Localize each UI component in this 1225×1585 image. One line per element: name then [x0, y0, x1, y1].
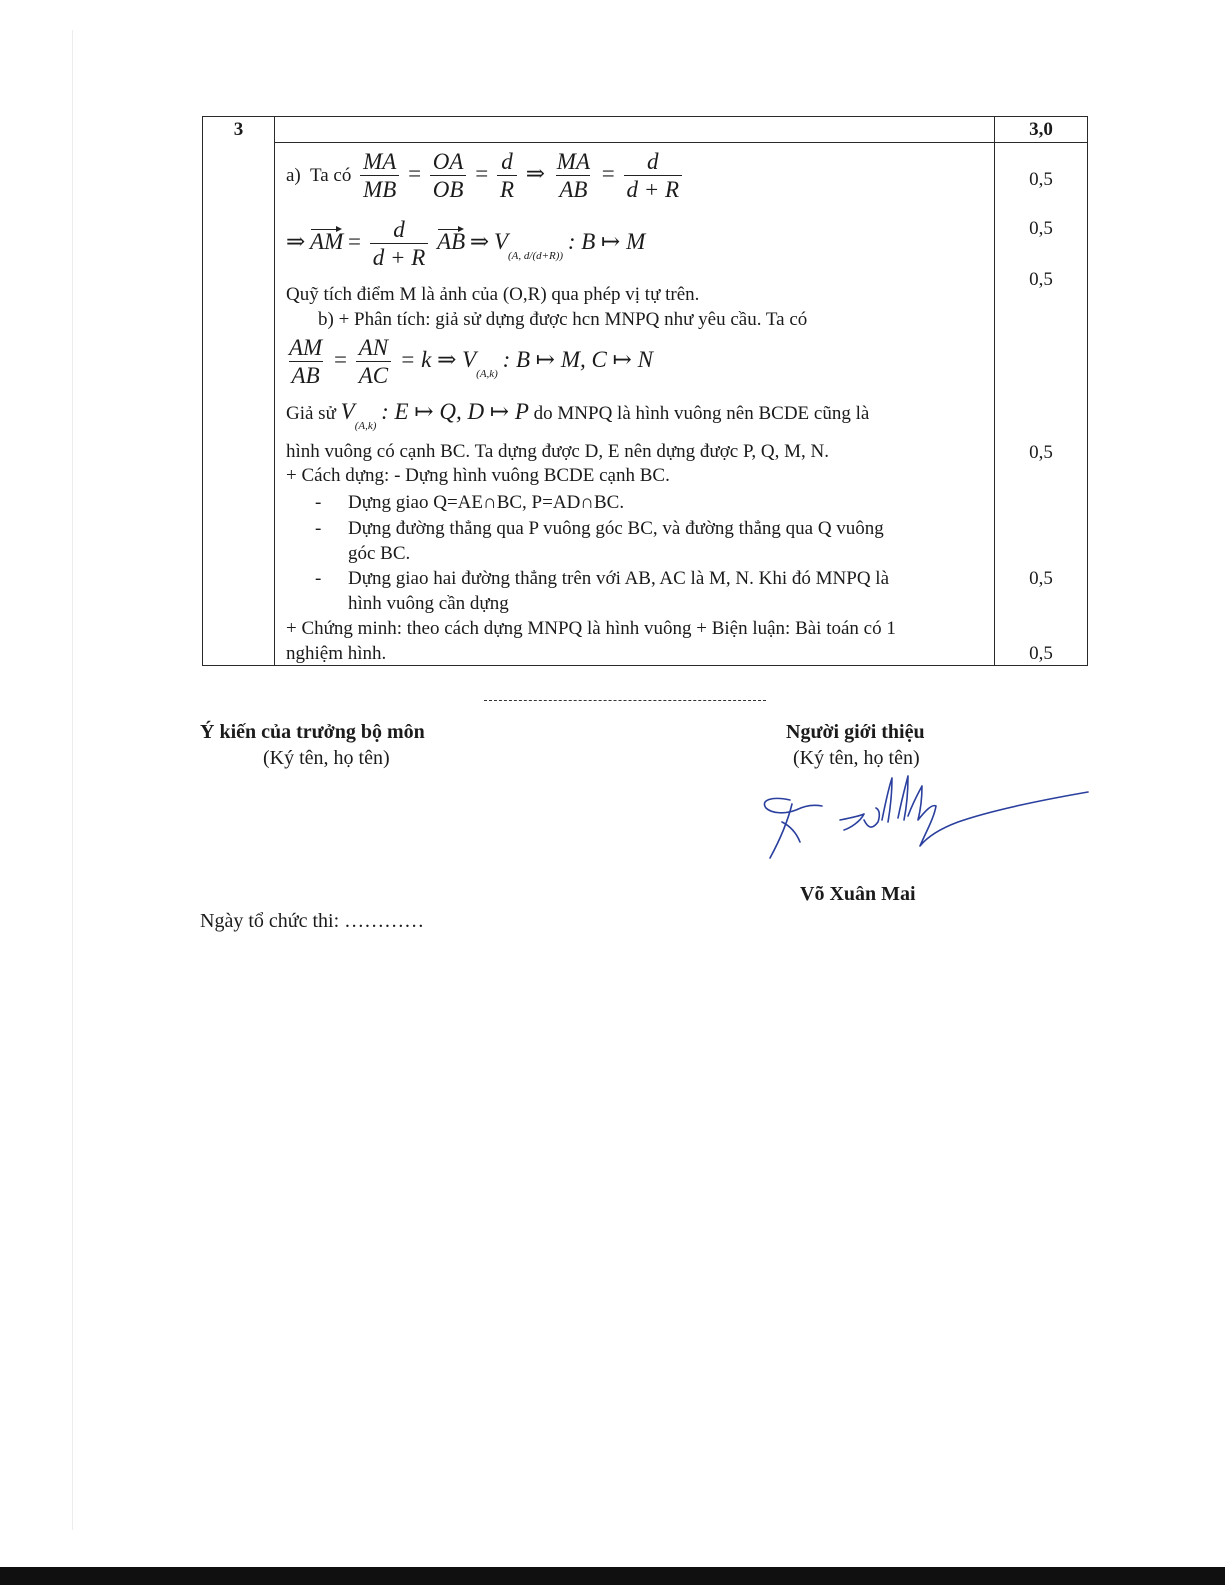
- section-separator: [484, 700, 766, 701]
- score: 0,5: [1029, 643, 1053, 664]
- scan-bottom-border: [0, 1567, 1225, 1585]
- question-number-cell: [203, 117, 275, 666]
- solution-cell: [275, 143, 995, 666]
- proof-line: nghiệm hình.: [286, 643, 387, 664]
- exam-date: Ngày tổ chức thi: …………: [200, 910, 425, 932]
- homothety-subscript: (A,k): [476, 367, 498, 380]
- question-number: 3: [233, 119, 244, 140]
- homothety-subscript: (A,k): [354, 420, 377, 432]
- introducer-title: Người giới thiệu: [786, 721, 925, 743]
- list-dash: -: [315, 492, 322, 513]
- construction-step: Dựng giao hai đường thẳng trên với AB, AC là M, N. Khi đó MNPQ là: [348, 568, 889, 589]
- fraction: $\frac{MA}{MB}$: [360, 149, 399, 204]
- part-b-equation: $\frac{AM}{AB}$ = $\frac{AN}{AC}$ = k ⇒ $V_{(A,k)}$ : B ↦ M, C ↦ N: [286, 335, 653, 390]
- homothety-map: : E ↦ Q, D ↦ P: [381, 399, 529, 424]
- homothety-subscript: (A, d/(d+R)): [508, 249, 564, 262]
- score: 0,5: [1029, 568, 1053, 589]
- proof-line: + Chứng minh: theo cách dựng MNPQ là hình vuông + Biện luận: Bài toán có 1: [286, 618, 896, 639]
- part-a-label: a): [286, 164, 301, 186]
- fraction: $\frac{AN}{AC}$: [356, 335, 391, 390]
- construction-step: Dựng giao Q=AE∩BC, P=AD∩BC.: [348, 492, 625, 513]
- score: 0,5: [1029, 442, 1053, 463]
- homothety-map: : B ↦ M, C ↦ N: [502, 346, 653, 372]
- homothety-symbol: V: [493, 228, 509, 254]
- homothety-map: : B ↦ M: [567, 228, 646, 254]
- construction-heading: + Cách dựng: - Dựng hình vuông BCDE cạnh BC.: [286, 465, 670, 486]
- fraction: $\frac{d}{R}$: [497, 149, 517, 204]
- vector-ab: AB: [437, 225, 465, 255]
- introducer-note: (Ký tên, họ tên): [793, 747, 920, 769]
- page-edge: [72, 30, 73, 1530]
- department-head-note: (Ký tên, họ tên): [263, 747, 390, 769]
- fraction: $\frac{OA}{OB}$: [430, 149, 467, 204]
- scores-cell: [995, 143, 1088, 666]
- assume-suffix: do MNPQ là hình vuông nên BCDE cũng là: [533, 403, 870, 424]
- assume-prefix: Giả sử: [286, 403, 336, 424]
- answer-table: [202, 116, 1088, 666]
- score: 0,5: [1029, 218, 1053, 239]
- construction-step: Dựng đường thẳng qua P vuông góc BC, và đường thẳng qua Q vuông: [348, 518, 884, 539]
- score: 0,5: [1029, 169, 1053, 190]
- part-a-equation-2: ⇒ AM = $\frac{d}{d + R}$ AB ⇒ $V_{(A, d/(d+R))}$ : B ↦ M: [286, 217, 646, 270]
- fraction: $\frac{MA}{AB}$: [556, 149, 591, 202]
- vector-am: AM: [310, 225, 343, 255]
- assumption-line: Giả sử $V_{(A,k)}$ : E ↦ Q, D ↦ P do MNPQ là hình vuông nên BCDE cũng là: [286, 399, 870, 432]
- construction-step: hình vuông cần dựng: [348, 593, 509, 614]
- construction-step: góc BC.: [348, 543, 411, 564]
- score: 0,5: [1029, 269, 1053, 290]
- assumption-line-2: hình vuông có cạnh BC. Ta dựng được D, E nên dựng được P, Q, M, N.: [286, 441, 830, 462]
- handwritten-signature: [752, 770, 1097, 865]
- fraction: $\frac{d}{d + R}$: [624, 149, 683, 204]
- list-dash: -: [315, 518, 322, 539]
- locus-text: Quỹ tích điểm M là ảnh của (O,R) qua phép vị tự trên.: [286, 284, 700, 305]
- part-a-equation-1: a) Ta có $\frac{MA}{MB}$ = $\frac{OA}{OB}$ = $\frac{d}{R}$ ⇒ $\frac{MA}{AB}$ = $\frac{d}{d + R}$: [286, 149, 686, 204]
- fraction: $\frac{AM}{AB}$: [289, 335, 323, 388]
- question-header-cell: [275, 117, 995, 143]
- department-head-title: Ý kiến của trưởng bộ môn: [200, 721, 425, 743]
- ratio-and-homothety: = k ⇒ V: [399, 346, 477, 372]
- signer-name: Võ Xuân Mai: [800, 883, 916, 905]
- total-score: 3,0: [995, 117, 1088, 143]
- part-a-intro: Ta có: [309, 164, 352, 186]
- fraction: $\frac{d}{d + R}$: [370, 217, 429, 272]
- list-dash: -: [315, 568, 322, 589]
- analysis-text: b) + Phân tích: giả sử dựng được hcn MNPQ như yêu cầu. Ta có: [318, 309, 808, 330]
